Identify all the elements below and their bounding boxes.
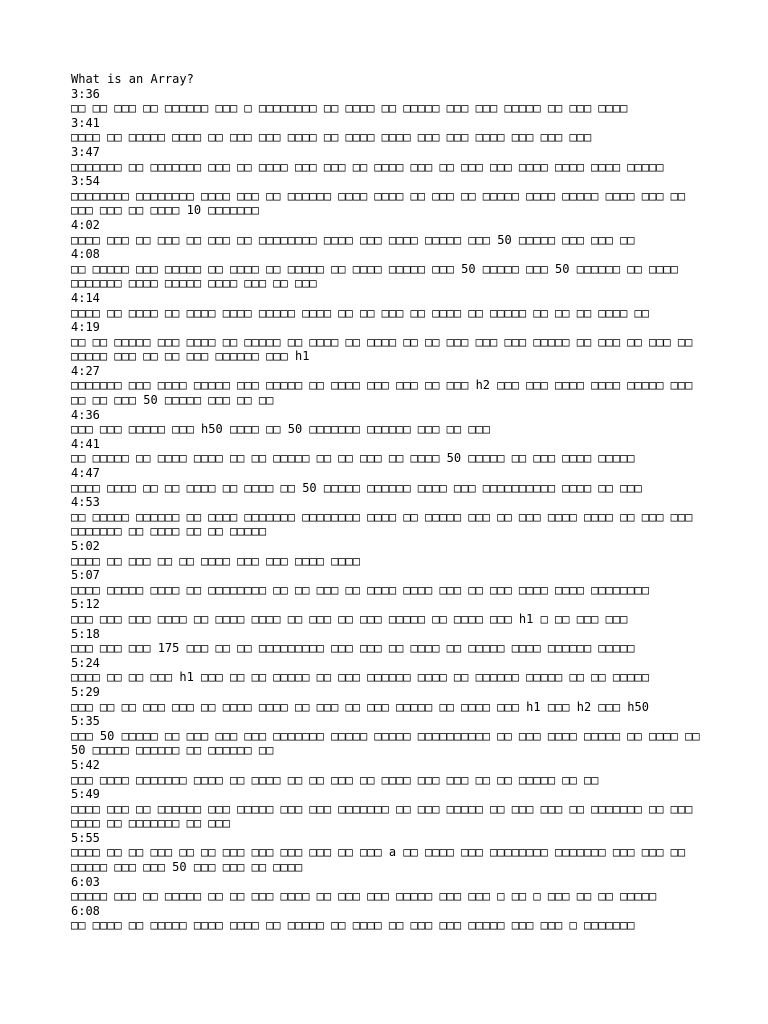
timestamp: 5:49 bbox=[71, 787, 100, 802]
transcript-line: □□□□□□□□ □□□□□□□□ □□□□ □□□ □□ □□□□□□ □□□□ □□□□ □□ □□□ □□ □□□□□ □□□□ □□□□□ □□□□ □□□ □□ □□□ □□□ □□ □□□□ 10 □□□□□□□ bbox=[71, 188, 693, 218]
timestamp: 4:47 bbox=[71, 466, 100, 481]
timestamp: 5:12 bbox=[71, 597, 100, 612]
transcript-line: □□□ □□ □□ □□□ □□□ □□ □□□□ □□□□ □□ □□□ □□ □□□ □□□□□ □□ □□□□ □□□ h1 □□□ h2 □□□ h50 bbox=[71, 699, 649, 714]
transcript-line: □□□□ □□ □□ □□□ □□ □□ □□□ □□□ □□□ □□□ □□ □□□ a □□ □□□□ □□□ □□□□□□□□ □□□□□□□ □□□ □□□ □□ □□□□□ □□□ □□□ 50 □□□ □□□ □□ □□□□ bbox=[71, 845, 693, 875]
timestamp: 6:08 bbox=[71, 903, 100, 918]
timestamp: 3:41 bbox=[71, 115, 100, 130]
timestamp: 4:41 bbox=[71, 436, 100, 451]
transcript-line: □□□□ □□□ □□ □□□ □□ □□□ □□ □□□□□□□□ □□□□ □□□ □□□□ □□□□□ □□□ 50 □□□□□ □□□ □□□ □□ bbox=[71, 232, 635, 247]
timestamp: 5:29 bbox=[71, 684, 100, 699]
transcript-entries bbox=[71, 87, 711, 933]
transcript-line: □□□ □□□□ □□□□□□□ □□□□ □□ □□□□ □□ □□ □□□ □□ □□□□ □□□ □□□ □□ □□ □□□□□ □□ □□ bbox=[71, 772, 599, 787]
timestamp: 4:27 bbox=[71, 363, 100, 378]
transcript-line: □□□□□□□ □□ □□□□□□□ □□□ □□ □□□□ □□□ □□□ □□ □□□□ □□□ □□ □□□ □□□ □□□□ □□□□ □□□□ □□□□□ bbox=[71, 159, 664, 174]
timestamp: 4:02 bbox=[71, 217, 100, 232]
transcript-line: □□□□ □□ □□ □□□ h1 □□□ □□ □□ □□□□□ □□ □□□ □□□□□□ □□□□ □□ □□□□□□ □□□□□ □□ □□ □□□□□ bbox=[71, 670, 649, 685]
transcript-line: □□□□ □□□□ □□ □□ □□□□ □□ □□□□ □□ 50 □□□□□ □□□□□□ □□□□ □□□ □□□□□□□□□□ □□□□ □□ □□□ bbox=[71, 480, 642, 495]
transcript-line: □□□□ □□□□□ □□□□ □□ □□□□□□□□ □□ □□ □□□ □□ □□□□ □□□□ □□□ □□ □□□ □□□□ □□□□ □□□□□□□□ bbox=[71, 582, 649, 597]
timestamp: 3:54 bbox=[71, 174, 100, 189]
document-title: What is an Array? bbox=[71, 72, 194, 86]
transcript-line: □□ □□□□□ □□□□□□ □□ □□□□ □□□□□□□ □□□□□□□□ □□□□ □□ □□□□□ □□□ □□ □□□ □□□□ □□□□ □□ □□□ □□□ □□□□□□□ □□ □□□□ □□ □□ □□□□□ bbox=[71, 509, 700, 539]
transcript-document bbox=[71, 72, 711, 933]
transcript-line: □□□ □□□ □□□ □□□□ □□ □□□□ □□□□ □□ □□□ □□ □□□ □□□□□ □□ □□□□ □□□ h1 □ □□ □□□ □□□ bbox=[71, 611, 628, 626]
transcript-line: □□□□ □□ □□□□□ □□□□ □□ □□□ □□□ □□□□ □□ □□□□ □□□□ □□□ □□□ □□□□ □□□ □□□ □□□ bbox=[71, 130, 592, 145]
timestamp: 4:14 bbox=[71, 290, 100, 305]
timestamp: 4:36 bbox=[71, 407, 100, 422]
timestamp: 5:02 bbox=[71, 539, 100, 553]
transcript-line: □□ □□□□ □□ □□□□□ □□□□ □□□□ □□ □□□□□ □□ □□□□ □□ □□□ □□□ □□□□□ □□□ □□□ □ □□□□□□□ bbox=[71, 918, 635, 933]
transcript-line: □□□ 50 □□□□□ □□ □□□ □□□ □□□ □□□□□□□ □□□□□ □□□□□ □□□□□□□□□□ □□ □□□ □□□□ □□□□□ □□ □□□□ □□ 50 □□□□□ □□□□□□ □□ □□□□□□ □□ bbox=[71, 728, 707, 758]
timestamp: 4:19 bbox=[71, 320, 100, 335]
timestamp: 5:07 bbox=[71, 568, 100, 583]
timestamp: 5:24 bbox=[71, 655, 100, 670]
transcript-line: □□ □□ □□□□□ □□□ □□□□ □□ □□□□□ □□ □□□□ □□ □□□□ □□ □□ □□□ □□□ □□□ □□□□□ □□ □□□ □□ □□□ □□ □□□□□ □□□ □□ □□ □□□ □□□□□□ □□□ h1 bbox=[71, 334, 700, 364]
transcript-line: □□ □□□□□ □□□ □□□□□ □□ □□□□ □□ □□□□□ □□ □□□□ □□□□□ □□□ 50 □□□□□ □□□ 50 □□□□□□ □□ □□□□ □□□□□□□ □□□□ □□□□□ □□□□ □□□ □□ □□□ bbox=[71, 261, 686, 291]
timestamp: 3:36 bbox=[71, 86, 100, 101]
timestamp: 5:18 bbox=[71, 626, 100, 641]
transcript-line: □□□□□ □□□ □□ □□□□□ □□ □□ □□□ □□□□ □□ □□□ □□□ □□□□□ □□□ □□□ □ □□ □ □□□ □□ □□ □□□□□ bbox=[71, 889, 657, 904]
timestamp: 3:47 bbox=[71, 144, 100, 159]
timestamp: 5:42 bbox=[71, 757, 100, 772]
transcript-line: □□□□□□□ □□□ □□□□ □□□□□ □□□ □□□□□ □□ □□□□ □□□ □□□ □□ □□□ h2 □□□ □□□ □□□□ □□□□ □□□□□ □□□ □□ □□ □□□ 50 □□□□□ □□□ □□ □□ bbox=[71, 378, 700, 408]
transcript-line: □□ □□ □□□ □□ □□□□□□ □□□ □ □□□□□□□□ □□ □□□□ □□ □□□□□ □□□ □□□ □□□□□ □□ □□□ □□□□ bbox=[71, 101, 628, 116]
timestamp: 4:53 bbox=[71, 495, 100, 510]
transcript-line: □□ □□□□□ □□ □□□□ □□□□ □□ □□ □□□□□ □□ □□ □□□ □□ □□□□ 50 □□□□□ □□ □□□ □□□□ □□□□□ bbox=[71, 451, 635, 466]
transcript-line: □□□ □□□ □□□□□ □□□ h50 □□□□ □□ 50 □□□□□□□ □□□□□□ □□□ □□ □□□ bbox=[71, 422, 491, 437]
transcript-line: □□□□ □□ □□□□ □□ □□□□ □□□□ □□□□□ □□□□ □□ □□ □□□ □□ □□□□ □□ □□□□□ □□ □□ □□ □□□□ □□ bbox=[71, 305, 649, 320]
transcript-line: □□□□ □□ □□□ □□ □□ □□□□ □□□ □□□ □□□□ □□□□ bbox=[71, 553, 360, 568]
timestamp: 5:35 bbox=[71, 714, 100, 729]
transcript-line: □□□□ □□□ □□ □□□□□□ □□□ □□□□□ □□□ □□□ □□□□□□□ □□ □□□ □□□□□ □□ □□□ □□□ □□ □□□□□□□ □□ □□□ □□□□ □□ □□□□□□□ □□ □□□ bbox=[71, 801, 700, 831]
timestamp: 5:55 bbox=[71, 830, 100, 845]
timestamp: 6:03 bbox=[71, 874, 100, 889]
timestamp: 4:08 bbox=[71, 247, 100, 262]
transcript-line: □□□ □□□ □□□ 175 □□□ □□ □□ □□□□□□□□□ □□□ □□□ □□ □□□□ □□ □□□□□ □□□□ □□□□□□ □□□□□ bbox=[71, 641, 635, 656]
